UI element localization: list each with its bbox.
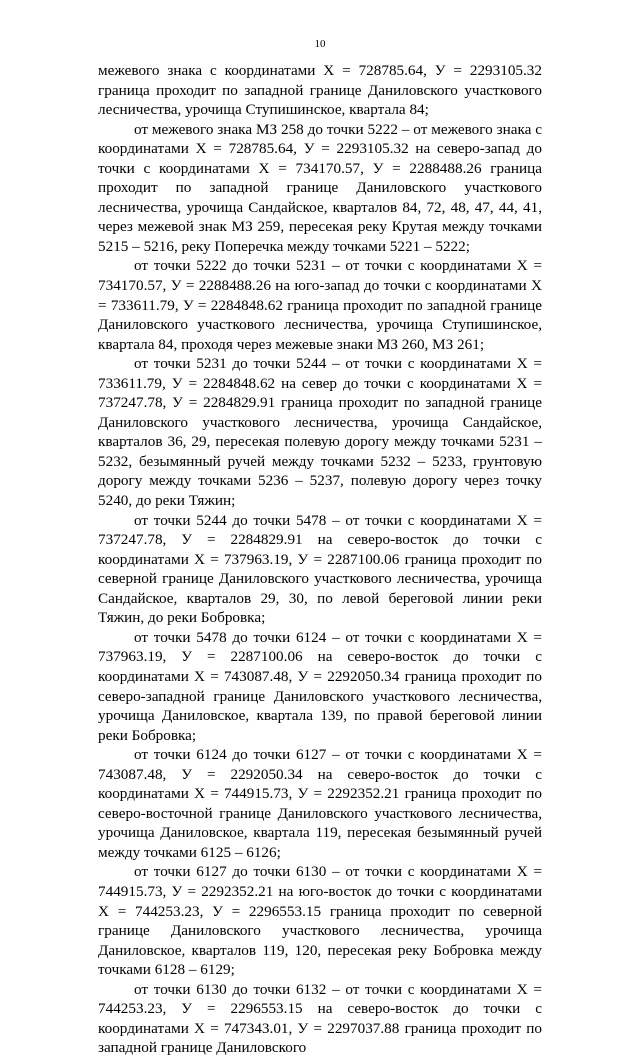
paragraph: от точки 6127 до точки 6130 – от точки с координатами Х = 744915.73, У = 2292352.21 на юго-восток до точки с координатами Х = 744253.23, У = 2296553.15 граница проходит по северной границе Даниловского участкового лесничества, урочища Даниловское, кварталов 119, 120, пересекая реку Бобровка между точками 6128 – 6129; xyxy=(98,863,542,979)
paragraph: от точки 5222 до точки 5231 – от точки с координатами Х = 734170.57, У = 2288488.26 на юго-запад до точки с координатами Х = 733611.79, У = 2284848.62 граница проходит по западной границе Даниловского участкового лесничества, урочища Ступишинское, квартала 84, проходя через межевые знаки МЗ 260, МЗ 261; xyxy=(98,257,542,353)
page-number: 10 xyxy=(314,38,326,50)
paragraph: от точки 6124 до точки 6127 – от точки с координатами Х = 743087.48, У = 2292050.34 на северо-восток до точки с координатами Х = 744915.73, У = 2292352.21 граница проходит по северо-восточной границе Даниловского участкового лесничества, урочища Даниловское, квартала 119, пересекая безымянный ручей между точками 6125 – 6126; xyxy=(98,746,542,861)
paragraph: от точки 5478 до точки 6124 – от точки с координатами Х = 737963.19, У = 2287100.06 на северо-восток до точки с координатами Х = 743087.48, У = 2292050.34 граница проходит по северо-западной границе Даниловского участкового лесничества, урочища Даниловское, квартала 139, по правой береговой линии реки Бобровка; xyxy=(98,628,542,744)
paragraph: от точки 5244 до точки 5478 – от точки с координатами Х = 737247.78, У = 2284829.91 на северо-восток до точки с координатами Х = 737963.19, У = 2287100.06 граница проходит по северной границе Даниловского участкового лесничества, урочища Сандайское, кварталов 29, 30, по левой береговой линии реки Тяжин, до реки Бобровка; xyxy=(98,511,542,627)
paragraph: от точки 5231 до точки 5244 – от точки с координатами Х = 733611.79, У = 2284848.62 на север до точки с координатами Х = 737247.78, У = 2284829.91 граница проходит по западной границе Даниловского участкового лесничества, урочища Сандайское, кварталов 36, 29, пересекая полевую дорогу между точками 5231 – 5232, безымянный ручей между точками 5232 – 5233, грунтовую дорогу между точками 5236 – 5237, полевую дорогу через точку 5240, до реки Тяжин; xyxy=(98,355,542,510)
paragraph: от межевого знака МЗ 258 до точки 5222 – от межевого знака с координатами Х = 728785.64, У = 2293105.32 на северо-запад до точки с координатами Х = 734170.57, У = 2288488.26 граница проходит по западной границе Даниловского участкового лесничества, урочища Сандайское, кварталов 84, 72, 48, 47, 44, 41, через межевой знак МЗ 259, пересекая реку Крутая между точками 5215 – 5216, реку Поперечка между точками 5221 – 5222; xyxy=(98,120,542,255)
paragraph: межевого знака с координатами Х = 728785.64, У = 2293105.32 граница проходит по западной границе Даниловского участкового лесничества, урочища Ступишинское, квартала 84; xyxy=(98,62,542,119)
document-body xyxy=(98,61,542,1058)
paragraph: от точки 6130 до точки 6132 – от точки с координатами Х = 744253.23, У = 2296553.15 на северо-восток до точки с координатами Х = 747343.01, У = 2297037.88 граница проходит по западной границе Даниловского xyxy=(98,980,542,1057)
